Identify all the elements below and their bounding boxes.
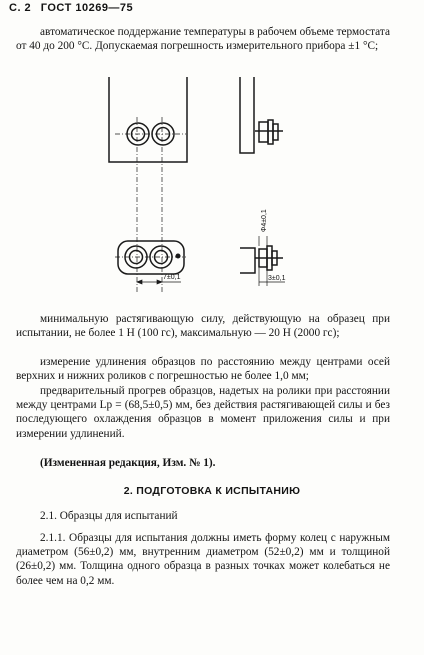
- lower-side-view: [240, 248, 255, 273]
- dimension-distance: 7±0,1: [163, 274, 181, 281]
- standard-number: ГОСТ 10269—75: [40, 2, 134, 14]
- section-heading: 2. ПОДГОТОВКА К ИСПЫТАНИЮ: [123, 485, 301, 497]
- upper-side-view: [240, 77, 254, 153]
- apparatus-figure: [0, 0, 424, 320]
- upper-side-roller: [259, 122, 268, 142]
- dimension-width: 3±0,1: [268, 275, 286, 282]
- force-paragraph: минимальную растягивающую силу, действующую на образец при испытании, не более 1 Н (100 гс), максимальную — 20 Н (2000 гс);: [16, 313, 390, 340]
- upper-holder-block: [109, 77, 187, 162]
- intro-paragraph: автоматическое поддержание температуры в рабочем объеме термостата от 40 до 200 °С. Допускаемая погрешность измерительного прибора ±1 °С;: [16, 26, 390, 53]
- page-marker: С. 2: [9, 2, 32, 14]
- subsection-text: 2.1.1. Образцы для испытания должны иметь форму колец с наружным диаметром (56±0,2) мм, внутренним диаметром (52±0,2) мм и толщиной (26±0,2) мм. Толщина одного образца в разных точках может колебаться не более чем на 0,2 мм.: [16, 532, 390, 587]
- measurement-paragraph: измерение удлинения образцов по расстоянию между центрами осей верхних и нижних роликов с погрешностью не более 1,0 мм;: [16, 356, 390, 383]
- amendment-note: (Измененная редакция, Изм. № 1).: [40, 457, 216, 469]
- dimension-thickness: Ф4±0,1: [261, 209, 268, 232]
- subsection-title: 2.1. Образцы для испытаний: [40, 510, 178, 522]
- lower-holder-block: [118, 241, 184, 274]
- preheat-paragraph: предварительный прогрев образцов, надетых на ролики при расстоянии между центрами Lр = (68,5±0,5) мм, без действия растягивающей силы и без последующего охлаждения образцов в момент приложения силы и при измерении удлинений.: [16, 385, 390, 440]
